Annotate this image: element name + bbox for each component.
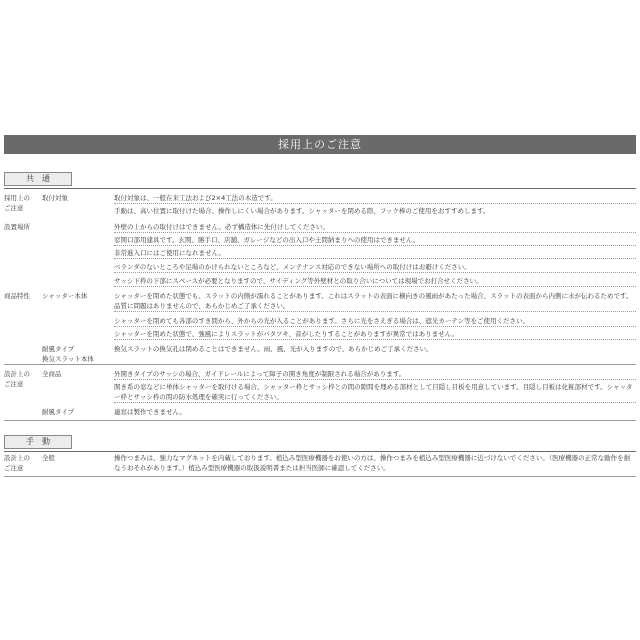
section-divider (4, 451, 636, 452)
row-note: 操作つまみは、強力なマグネットを内蔵しております。植込み型医療機器をお使いの方は、操作つまみを植込み型医療機器に近づけないでください。（医療機器の正常な動作を損なうおそれがあります。）植込み型医療機器の取扱説明書または担当医師に確認してください。 (114, 454, 631, 472)
row-note: シャッターを閉めた状態でも、スラットの内側が濡れることがあります。これはスラットの表面に横向きの風雨があたった場合、スラットの表面から内側に水が伝わるためです。品質に問題はありませんので、あらかじめご了承ください。 (114, 292, 633, 310)
row-note: 非常進入口にはご使用になれません。 (114, 249, 225, 257)
row-note: 換気スラットの換気孔は閉めることはできません。雨、風、光が入りますので、あらかじめご了承ください。 (114, 345, 433, 353)
row-subject: 耐風タイプ 換気スラット本体 (42, 345, 94, 363)
row-subject: 全般 (42, 454, 55, 462)
table-row (4, 316, 636, 326)
row-subject: 全商品 (42, 370, 62, 378)
table-row (4, 369, 636, 388)
row-note: 取付対象は、一般在来工法および2×4工法の木造です。 (114, 194, 277, 202)
row-subject: シャッター本体 (42, 292, 88, 300)
row-category: 設計上の ご注意 (4, 370, 30, 388)
group-divider (4, 476, 636, 477)
table-row (4, 248, 636, 258)
row-note: 開き系の窓などに単体シャッターを取付ける場合、シャッター枠とサッシ枠との間の隙間を埋める部材として目隠し目板を用意しています。目隠し目板は化粧部材です。シャッター枠とサッシ枠の間の防水処理を確実に行ってください。 (114, 383, 633, 401)
row-note: 連窓は製作できません。 (114, 408, 186, 416)
row-note: サッシ下枠の下部にスペースが必要となりますので、サイディング等外壁材との取り合いについては現場でお打合せください。 (114, 277, 483, 285)
group-divider (4, 364, 636, 365)
table-row (4, 262, 636, 272)
page-title: 採用上のご注意 (4, 135, 636, 154)
group-divider (4, 420, 636, 421)
row-note: 窓開口部用建具です。玄関、勝手口、店舗、ガレージなどの出入口や土間納まりへの使用はできません。 (114, 236, 420, 244)
table-row (4, 382, 636, 402)
section-header-manual: 手 動 (4, 435, 72, 449)
row-category: 設置場所 (4, 223, 30, 231)
row-category: 設計上の ご注意 (4, 454, 30, 472)
table-row (4, 407, 636, 417)
row-note: ベランダのないところや足場のかけられないところなど、メンテナンス対応のできない場所への取付けはお避けください。 (114, 263, 471, 271)
row-subject: 耐風タイプ (42, 408, 75, 416)
row-subject: 取付対象 (42, 194, 68, 202)
table-row (4, 344, 636, 364)
table-row (4, 329, 636, 339)
section-divider (4, 188, 636, 189)
row-note: 外壁の上からの取付けはできません。必ず構造体に先付けしてください。 (114, 223, 329, 231)
table-row (4, 222, 636, 232)
section-header-common: 共 通 (4, 172, 72, 186)
row-note: シャッターを閉めた状態で、強風によりスラットがバタツキ、音がしたりすることがありますが異常ではありません。 (114, 330, 459, 338)
table-row (4, 235, 636, 245)
table-row (4, 276, 636, 286)
table-row (4, 453, 636, 483)
row-category: 商品特性 (4, 292, 30, 300)
table-row (4, 291, 636, 311)
row-note: シャッターを閉めても各部のすき間から、外からの光が入ることがあります。さらに光をさえぎる場合は、遮光カーテン等をご使用ください。 (114, 317, 530, 325)
row-note: 手動は、高い位置に取付けた場合、操作しにくい場合があります。シャッターを閉める際、フック棒のご使用をおすすめします。 (114, 207, 490, 215)
row-note: 外開きタイプのサッシの場合、ガイドレールによって障子の開き角度が制限される場合があります。 (114, 370, 406, 378)
table-row (4, 206, 636, 216)
row-category: 採用上の ご注意 (4, 194, 30, 212)
